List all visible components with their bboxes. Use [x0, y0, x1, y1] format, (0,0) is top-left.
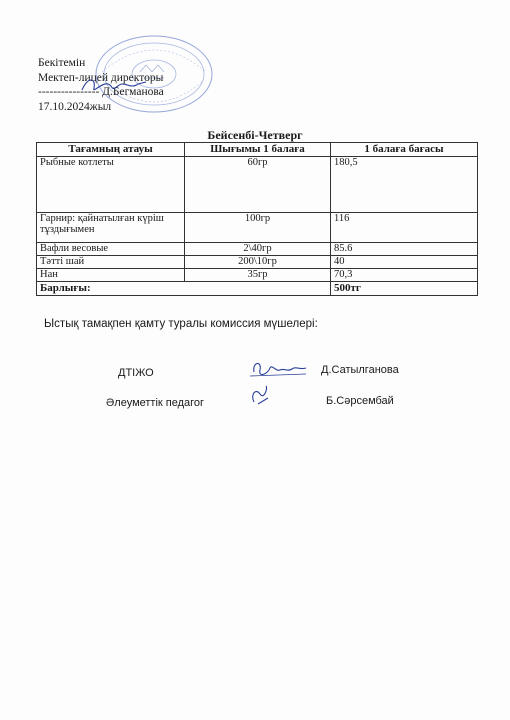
signatory-role-2: Әлеуметтік педагог: [106, 397, 205, 409]
total-row: [37, 282, 478, 296]
total-label: Барлығы:: [37, 282, 331, 296]
dish-price: 40: [331, 256, 478, 269]
signatory-name-2: Б.Сәрсембай: [326, 395, 394, 407]
dish-price: 70,3: [331, 269, 478, 282]
approval-line-1: Бекітемін: [38, 57, 86, 69]
dish-name: Нан: [37, 269, 185, 282]
dish-name: Рыбные котлеты: [37, 157, 185, 213]
table-row: [37, 157, 478, 213]
col-header-dish: Тағамның атауы: [37, 143, 185, 157]
commission-heading: Ыстық тамақпен қамту туралы комиссия мүшелері:: [44, 318, 318, 330]
approval-line-3: ---------------- Д.Бегманова: [38, 86, 164, 98]
signatory-name-1: Д.Сатылганова: [321, 364, 399, 376]
table-row: [37, 213, 478, 243]
dish-portion: 60гр: [185, 157, 331, 213]
table-row: [37, 256, 478, 269]
dish-price: 116: [331, 213, 478, 243]
director-signature-icon: [78, 74, 150, 96]
approval-date: 17.10.2024жыл: [38, 100, 112, 113]
dish-name: Вафли весовые: [37, 243, 185, 256]
table-header-row: [37, 143, 478, 157]
dish-portion: 2\40гр: [185, 243, 331, 256]
col-header-portion: Шығымы 1 балаға: [185, 143, 331, 157]
signature-1-icon: [248, 358, 310, 380]
dish-portion: 200\10гр: [185, 256, 331, 269]
dish-name: Тәтті шай: [37, 256, 185, 269]
signature-2-icon: [246, 384, 274, 406]
menu-table: [36, 142, 478, 296]
dish-name: Гарнир: қайнатылған күріш тұздығымен: [37, 213, 185, 243]
dish-price: 180,5: [331, 157, 478, 213]
col-header-price: 1 балаға бағасы: [331, 143, 478, 157]
total-value: 500тг: [331, 282, 478, 296]
dish-price: 85.6: [331, 243, 478, 256]
menu-title: Бейсенбі-Четверг: [207, 128, 303, 142]
signatory-role-1: ДТІЖО: [118, 367, 154, 379]
approval-line-2: Мектеп-лицей директоры: [38, 71, 164, 84]
dish-portion: 100гр: [185, 213, 331, 243]
table-row: [37, 269, 478, 282]
dish-portion: 35гр: [185, 269, 331, 282]
table-row: [37, 243, 478, 256]
